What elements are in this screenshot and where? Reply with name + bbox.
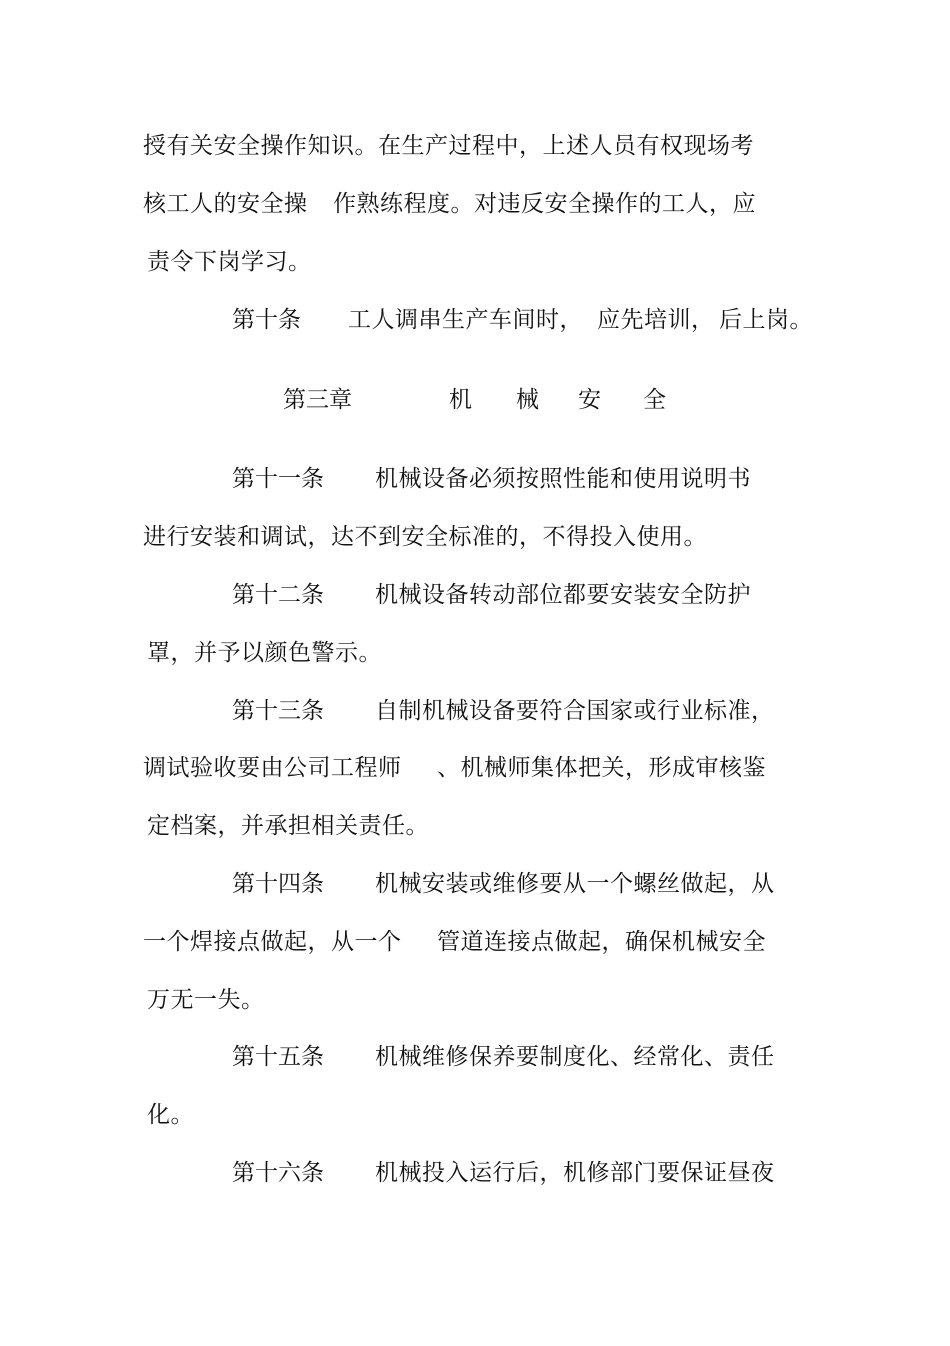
intro-line-2a: 核工人的安全操 — [143, 191, 308, 217]
article-11-line-2: 进行安装和调试，达不到安全标准的，不得投入使用。 — [143, 524, 707, 550]
article-12-label: 第十二条 — [232, 582, 324, 608]
article-11-label: 第十一条 — [232, 466, 324, 492]
article-13-line-2a: 调试验收要由公司工程师 — [143, 755, 402, 781]
article-10-text-1: 工人调串生产车间时， — [348, 307, 583, 333]
article-14-line-2a: 一个焊接点做起，从一个 — [143, 929, 402, 955]
article-13-label: 第十三条 — [232, 698, 324, 724]
article-11-line-1: 机械设备必须按照性能和使用说明书 — [375, 466, 751, 492]
article-16-line-1: 机械投入运行后，机修部门要保证昼夜 — [375, 1160, 775, 1186]
chapter-title-char: 械 — [516, 387, 539, 413]
article-12-line-2: 罩，并予以颜色警示。 — [147, 640, 382, 666]
article-14-line-2b: 管道连接点做起，确保机械安全 — [437, 929, 766, 955]
article-14-label: 第十四条 — [232, 871, 324, 897]
chapter-title-char: 安 — [578, 387, 601, 413]
chapter-number: 第三章 — [283, 387, 352, 413]
article-15-line-2: 化。 — [147, 1102, 194, 1128]
article-15-line-1: 机械维修保养要制度化、经常化、责任 — [375, 1044, 775, 1070]
intro-line-3: 责令下岗学习。 — [147, 249, 312, 275]
article-10-text-2: 应先培训， — [597, 307, 715, 333]
chapter-title-char: 全 — [643, 387, 666, 413]
article-13-line-2b: 、机械师集体把关，形成审核鉴 — [437, 755, 766, 781]
article-14-line-3: 万无一失。 — [147, 987, 265, 1013]
article-13-line-3: 定档案，并承担相关责任。 — [147, 813, 429, 839]
article-14-line-1: 机械安装或维修要从一个螺丝做起，从 — [375, 871, 775, 897]
intro-line-1: 授有关安全操作知识。在生产过程中，上述人员有权现场考 — [143, 133, 754, 159]
chapter-title-char: 机 — [449, 387, 472, 413]
article-10-text-3: 后上岗。 — [719, 307, 813, 333]
article-16-label: 第十六条 — [232, 1160, 324, 1186]
article-13-line-1: 自制机械设备要符合国家或行业标准， — [375, 698, 775, 724]
article-12-line-1: 机械设备转动部位都要安装安全防护 — [375, 582, 751, 608]
article-10-label: 第十条 — [232, 307, 301, 333]
article-15-label: 第十五条 — [232, 1044, 324, 1070]
intro-line-2b: 作熟练程度。对违反安全操作的工人，应 — [333, 191, 756, 217]
